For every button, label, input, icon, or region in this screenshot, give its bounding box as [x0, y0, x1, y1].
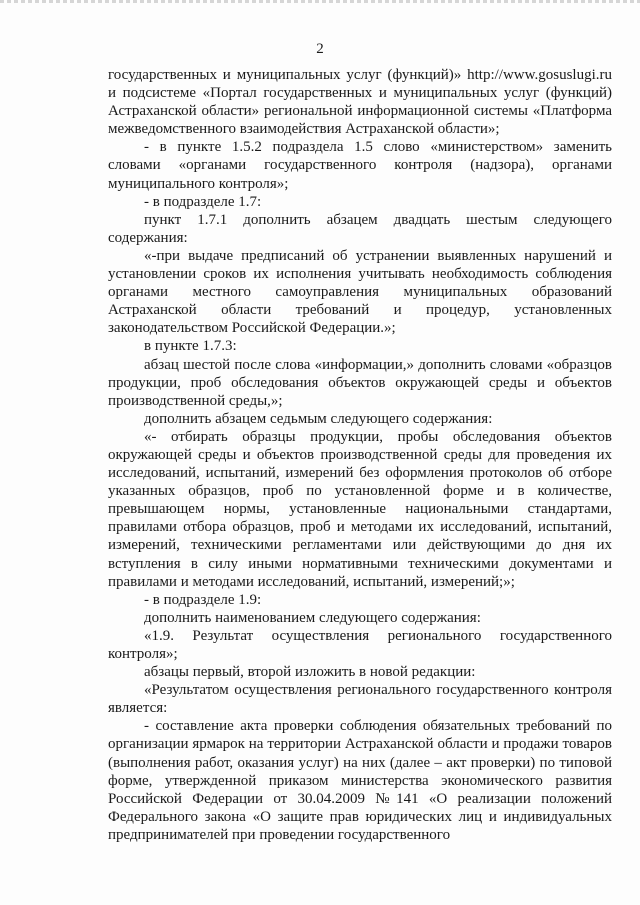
- scan-edge-artifact: [0, 0, 640, 3]
- paragraph: «Результатом осуществления регионального государственного контроля является:: [108, 682, 612, 717]
- paragraph: в пункте 1.7.3:: [144, 338, 237, 355]
- paragraph: «-при выдаче предписаний об устранении выявленных нарушений и установлении сроков их исполнения учитывать необходимость соблюдения органами местного самоуправления муниципальных образований Астраханской области требований и процедур, установленных законодательством Российской Федерации.»;: [108, 247, 612, 337]
- paragraph: дополнить наименованием следующего содержания:: [144, 609, 481, 626]
- paragraph: «- отбирать образцы продукции, пробы обследования объектов окружающей среды и объектов производственной среды для проведения их исследований, испытаний, измерений без оформления протоколов об отборе указанных образцов, проб по установленной форме и в количестве, превышающем нормы, установленные национальными стандартами, правилами отбора образцов, проб и методами их исследований, испытаний, измерений, техническими регламентами или действующими до дня их вступления в силу иными нормативными техническими документами и правилами и методами исследований, испытаний, измерений;»;: [108, 428, 612, 590]
- paragraph: абзац шестой после слова «информации,» дополнить словами «образцов продукции, проб обследования объектов окружающей среды и объектов производственной среды,»;: [108, 356, 612, 409]
- page-number: 2: [316, 41, 324, 57]
- paragraph: государственных и муниципальных услуг (функций)» http://www.gosuslugi.ru и подсистеме «Портал государственных и муниципальных услуг (функций) Астраханской области» региональной информационной системы «Платформа межведомственного взаимодействия Астраханской области»;: [108, 67, 612, 138]
- paragraph: - в пункте 1.5.2 подраздела 1.5 слово «министерством» заменить словами «органами государственного контроля (надзора), органами муниципального контроля»;: [108, 139, 612, 192]
- paragraph: абзацы первый, второй изложить в новой редакции:: [144, 664, 476, 681]
- document-body: [108, 66, 612, 844]
- paragraph: дополнить абзацем седьмым следующего содержания:: [144, 410, 493, 427]
- paragraph: - составление акта проверки соблюдения обязательных требований по организации ярмарок на территории Астраханской области и продажи товаров (выполнения работ, оказания услуг) на них (далее – акт проверки) по типовой форме, утвержденной приказом министерства экономического развития Российской Федерации от 30.04.2009 №141 «О реализации положений Федерального закона «О защите прав юридических лиц и индивидуальных предпринимателей при проведении государственного: [108, 718, 612, 843]
- paragraph: пункт 1.7.1 дополнить абзацем двадцать шестым следующего содержания:: [108, 211, 612, 246]
- paragraph: - в подразделе 1.7:: [144, 193, 262, 210]
- paragraph: - в подразделе 1.9:: [144, 591, 262, 608]
- paragraph: «1.9. Результат осуществления регионального государственного контроля»;: [108, 627, 612, 662]
